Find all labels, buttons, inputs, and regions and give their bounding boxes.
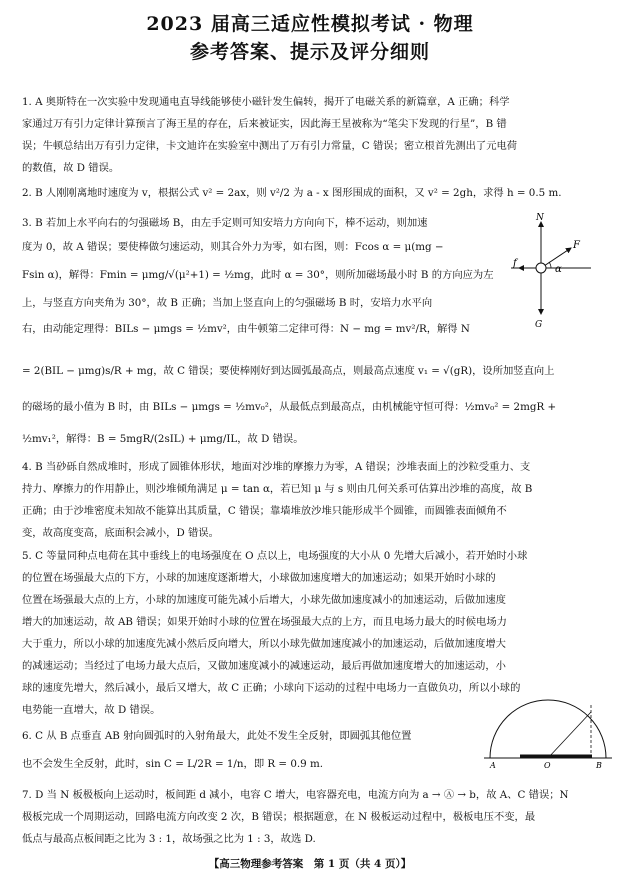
answer-4-line-3: 正确；由于沙堆密度未知故不能算出其质量，C 错误；靠墙堆放沙堆只能形成半个圆锥，而圆锥表面倾角不	[22, 505, 507, 517]
answer-5-line-3: 位置在场强最大点的上方，小球的加速度可能先减小后增大，小球先做加速度减小的加速运动，后做加速度	[22, 594, 506, 606]
answer-5-line-4: 增大的加速运动，故 AB 错误；如果开始时小球的位置在场强最大点的上方，而且电场力最大的时候电场力	[22, 616, 507, 628]
answer-4-line-1: 4. B 当砂砾自然成堆时，形成了圆锥体形状，地面对沙堆的摩擦力为零，A 错误；沙堆表面上的沙粒受重力、支	[22, 461, 531, 473]
semicircle-diagram	[480, 698, 616, 770]
page-footer: 【高三物理参考答案 第 1 页（共 4 页）】	[208, 858, 412, 870]
answer-5-line-5: 大于重力，所以小球的加速度先减小然后反向增大，所以小球先做加速度减小的加速运动，后做加速度增大	[22, 638, 506, 650]
answer-3-line-4: 上，与竖直方向夹角为 30°，故 B 正确；当加上竖直向上的匀强磁场 B 时，安培力水平向	[22, 297, 433, 309]
force-diagram	[505, 212, 597, 332]
answer-6-line-1: 6. C 从 B 点垂直 AB 射向圆弧时的入射角最大，此处不发生全反射，即圆弧其他位置	[22, 730, 412, 742]
answer-7-line-1: 7. D 当 N 板极板向上运动时，板间距 d 减小，电容 C 增大，电容器充电，电流方向为 a → Ⓐ → b，故 A、C 错误；N	[22, 789, 569, 801]
answer-7-line-3: 低点与最高点板间距之比为 3 : 1，故场强之比为 1 : 3，故选 D.	[22, 833, 316, 845]
answer-1-line-2: 家通过万有引力定律计算预言了海王星的存在，后来被证实，因此海王星被称为“笔尖下发现的行星”，B 错	[22, 118, 507, 130]
answer-2-line-1: 2. B 人刚刚离地时速度为 v，根据公式 v² = 2ax，则 v²/2 为 a - x 图形围成的面积，又 v² = 2gh，求得 h = 0.5 m.	[22, 187, 562, 199]
answer-3-line-2: 度为 0，故 A 错误；要使棒做匀速运动，则其合外力为零，如右图，则：Fcos α = μ(mg −	[22, 241, 444, 253]
answer-4-line-4: 变，故高度变高，底面积会减小，D 错误。	[22, 527, 219, 539]
answer-6-line-2: 也不会发生全反射，此时，sin C = L/2R = 1/n，即 R = 0.9 m.	[22, 758, 324, 770]
answer-1-line-1: 1. A 奥斯特在一次实验中发现通电直导线能够使小磁针发生偏转，揭开了电磁关系的新篇章，A 正确；科学	[22, 96, 510, 108]
answer-3-line-1: 3. B 若加上水平向右的匀强磁场 B，由左手定则可知安培力方向向下，棒不运动，则加速	[22, 217, 428, 229]
answer-3-line-7: 的磁场的最小值为 B 时，由 BILs − μmgs = ½mv₀²，从最低点到最高点，由机械能守恒可得：½mv₀² = 2mgR +	[22, 401, 557, 413]
label-B: B	[596, 761, 602, 770]
answer-4-line-2: 持力、摩擦力的作用静止，则沙堆倾角满足 μ = tan α，若已知 μ 与 s 则由几何关系可估算出沙堆的高度，故 B	[22, 483, 533, 495]
answer-5-line-8: 电势能一直增大，故 D 错误。	[22, 704, 161, 716]
label-f: f	[513, 258, 517, 269]
answer-5-line-6: 的减速运动；当经过了电场力最大点后，又做加速度减小的减速运动，最后再做加速度增大的加速运动，小	[22, 660, 506, 672]
label-G: G	[535, 320, 543, 330]
answer-3-line-8: ½mv₁²，解得：B = 5mgR/(2sIL) + μmg/IL，故 D 错误。	[22, 433, 304, 445]
answer-3-line-6: = 2(BIL − μmg)s/R + mg，故 C 错误；要使棒刚好到达圆弧最高点，则最高点速度 v₁ = √(gR)，设所加竖直向上	[22, 365, 555, 377]
answer-1-line-3: 误；牛顿总结出万有引力定律，卡文迪许在实验室中测出了万有引力常量，C 错误；密立根首先测出了元电荷	[22, 140, 518, 152]
page-title: 2023 届高三适应性模拟考试 · 物理	[146, 13, 474, 35]
label-alpha: α	[555, 264, 562, 275]
answer-5-line-7: 球的速度先增大，然后减小，最后又增大，故 C 正确；小球向下运动的过程中电场力一直做负功，所以小球的	[22, 682, 521, 694]
page-subtitle: 参考答案、提示及评分细则	[189, 41, 430, 63]
label-O: O	[544, 761, 551, 770]
answer-5-line-1: 5. C 等量同种点电荷在其中垂线上的电场强度在 O 点以上，电场强度的大小从 0 先增大后减小，若开始时小球	[22, 550, 528, 562]
label-A: A	[490, 761, 496, 770]
answer-1-line-4: 的数值，故 D 错误。	[22, 162, 120, 174]
answer-3-line-3: Fsin α)，解得：Fmin = μmg/√(μ²+1) = ½mg，此时 α = 30°，则所加磁场最小时 B 的方向应为左	[22, 269, 494, 281]
answer-3-line-5: 右，由动能定理得：BILs − μmgs = ½mv²，由牛顿第二定律可得：N − mg = mv²/R，解得 N	[22, 323, 470, 335]
label-F: F	[573, 240, 580, 251]
answer-5-line-2: 的位置在场强最大点的下方，小球的加速度逐渐增大，小球做加速度增大的加速运动；如果开始时小球的	[22, 572, 496, 584]
label-N: N	[536, 213, 544, 223]
answer-7-line-2: 极板完成一个周期运动，回路电流方向改变 2 次，B 错误；根据题意，在 N 极板运动过程中，极板电压不变，最	[22, 811, 536, 823]
